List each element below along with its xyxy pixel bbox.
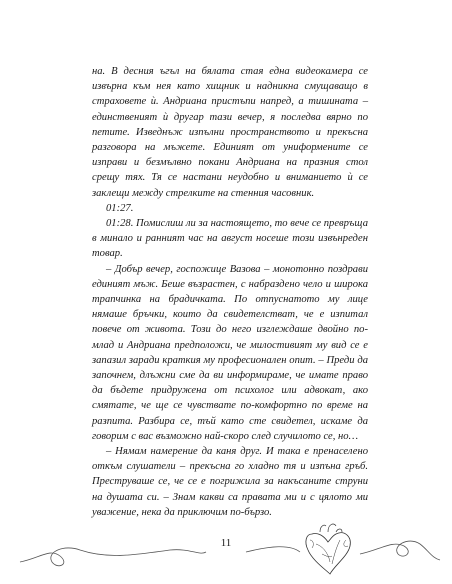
paragraph-1: на. В десния ъгъл на бялата стая една видеокамера се извърна към нея като хищник и надникна смущаващо в страховете ѝ. Андриана пристъпи напред, а тишината – единственият ѝ другар тази вечер, я последва вярно по петите. Изведнъж изпълни пространството и прекъсна разговора на мъжете. Единият от униформените се изправи и безмълвно покани Андриана на празния стол срещу тях. Тя се настани неудобно и вниманието ѝ се заклещи между стрелките на стенния часовник. [92,66,368,199]
paragraph-2: 01:28. Помислиш ли за настоящето, то вече се превръща в минало и ранният час на август носеше този извънреден товар. [92,218,368,260]
time-marker-0127: 01:27. [106,202,134,214]
paragraph-3: – Добър вечер, госпожице Вазова – монотонно поздрави единият мъж. Беше възрастен, с набраздено чело и широка трапчинка на брадичката. По отпуснатото му лице нямаше бръчки, които да свидетелстват, че е изпитал повече от живота. Този до него изглеждаше двойно по-млад и Андриана предположи, че милостивият му вид се е запазил заради краткия му професионален опит. – Преди да започнем, длъжни сме да ви информираме, че имате право да бъдете придружена от психолог или адвокат, ако смятате, че ще се чувствате по-комфортно по време на разпита. Разбира се, тъй като сте свидетел, искаме да говорим с вас възможно най-скоро след случилото се, но… [92,263,368,442]
decorative-line [20,548,206,566]
body-text [92,64,368,520]
page-number: 11 [220,537,232,549]
paragraph-4: – Нямам намерение да каня друг. И така е пренаселено откъм слушатели – прекъсна го хладно тя и изпъна гръб. Преструваше се, че се е погрижила за накъсаните струни на душата си. – Знам какви са правата ми и с цялото ми уважение, нека да приключим по-бързо. [92,446,368,518]
anatomical-heart-icon [306,524,350,574]
